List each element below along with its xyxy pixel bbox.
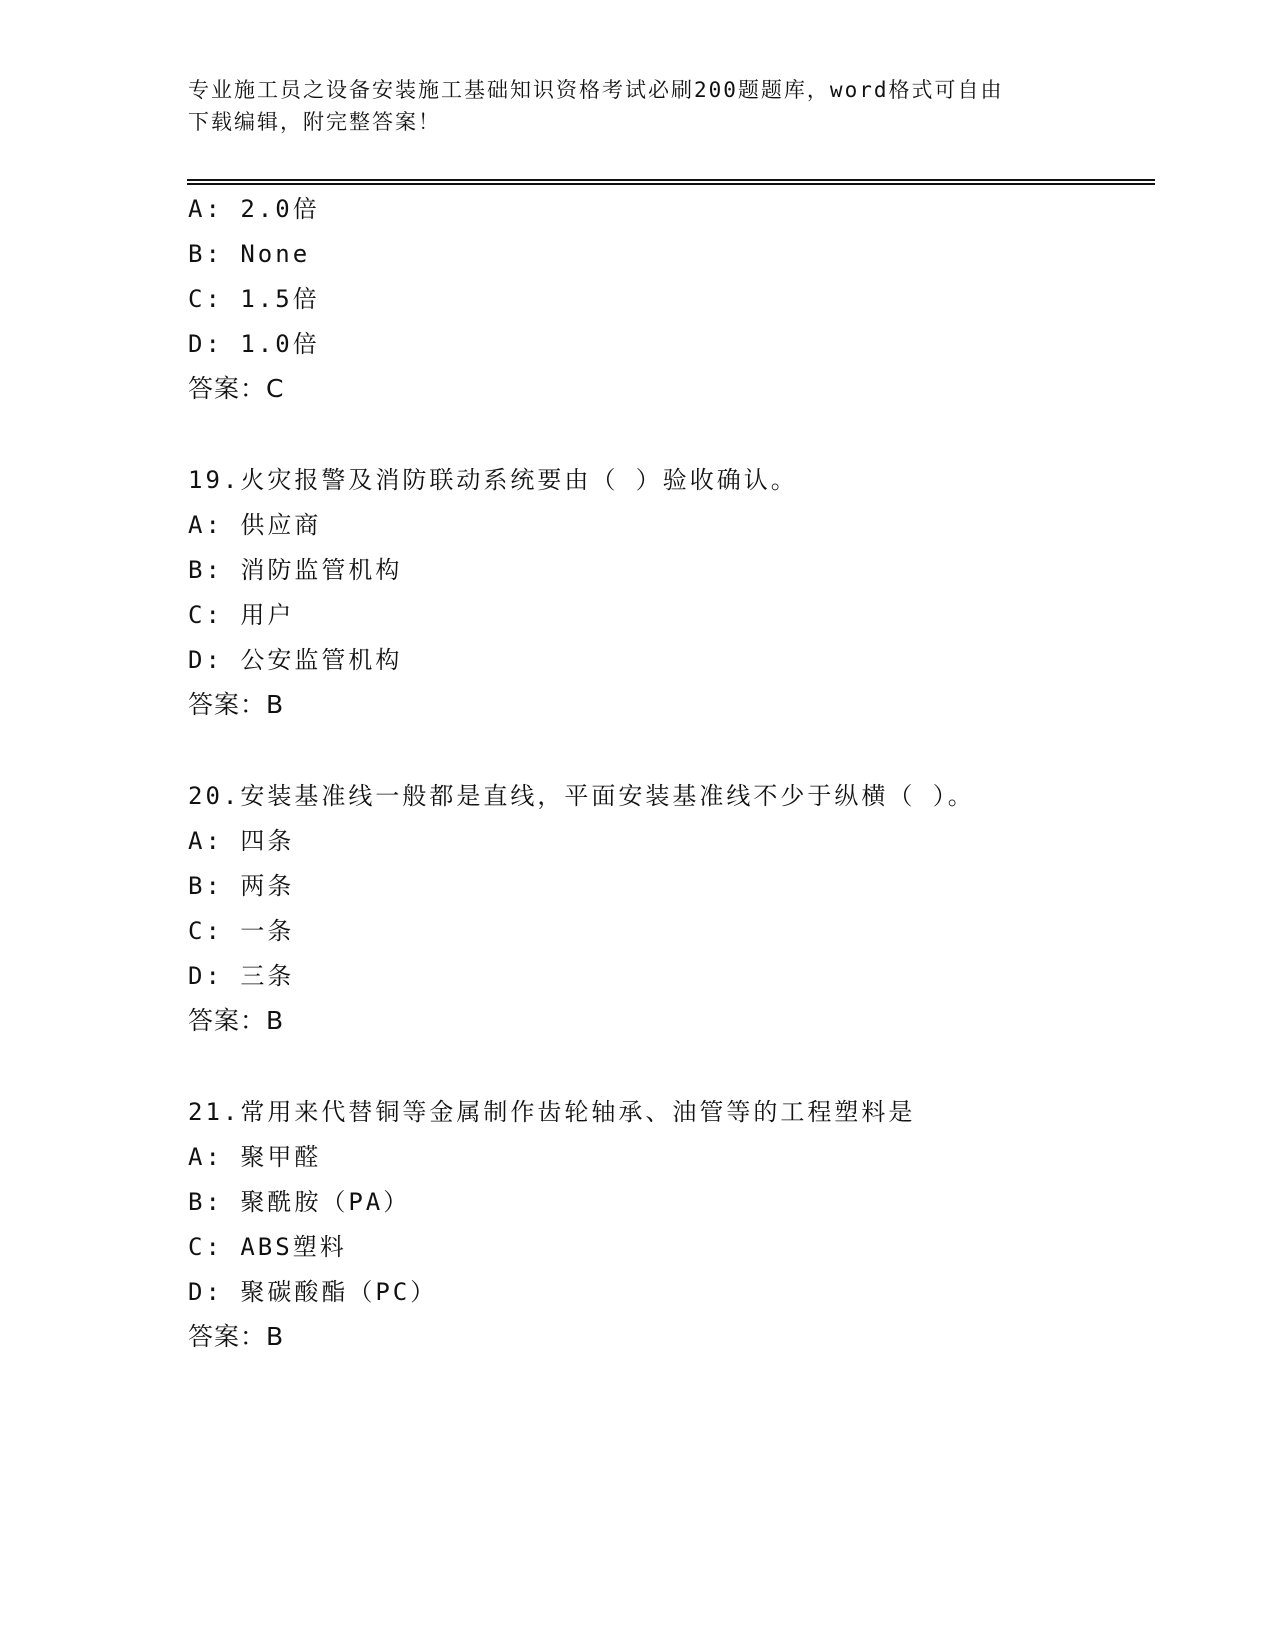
q19-option-d: D: 公安监管机构 xyxy=(188,646,403,674)
q18-answer: 答案：C xyxy=(188,374,285,403)
q21-option-d: D: 聚碳酸酯（PC） xyxy=(188,1278,438,1306)
q20-option-c: C: 一条 xyxy=(188,917,295,945)
q18-option-a: A: 2.0倍 xyxy=(188,195,320,223)
q19-stem: 19.火灾报警及消防联动系统要由（ ）验收确认。 xyxy=(188,466,798,494)
q21-answer: 答案：B xyxy=(188,1322,285,1351)
q21-option-c: C: ABS塑料 xyxy=(188,1233,347,1261)
q21-option-b: B: 聚酰胺（PA） xyxy=(188,1188,411,1216)
q19-option-b: B: 消防监管机构 xyxy=(188,556,403,584)
q18-option-c: C: 1.5倍 xyxy=(188,285,320,313)
q20-option-a: A: 四条 xyxy=(188,827,295,855)
q20-stem: 20.安装基准线一般都是直线，平面安装基准线不少于纵横（ ）。 xyxy=(188,782,975,810)
q21-stem: 21.常用来代替铜等金属制作齿轮轴承、油管等的工程塑料是 xyxy=(188,1098,916,1126)
document-header xyxy=(188,74,1088,138)
q20-option-d: D: 三条 xyxy=(188,962,295,990)
q20-answer: 答案：B xyxy=(188,1006,285,1035)
q20-option-b: B: 两条 xyxy=(188,872,295,900)
q18-option-b: B: None xyxy=(188,240,311,268)
q19-answer: 答案：B xyxy=(188,690,285,719)
q18-option-d: D: 1.0倍 xyxy=(188,330,320,358)
header-divider-top xyxy=(187,179,1155,181)
q21-option-a: A: 聚甲醛 xyxy=(188,1143,322,1171)
q19-option-c: C: 用户 xyxy=(188,601,295,629)
header-divider-bottom xyxy=(187,183,1155,185)
header-title-line-1: 专业施工员之设备安装施工基础知识资格考试必刷200题题库，word格式可自由 xyxy=(188,78,1004,102)
header-title-line-2: 下载编辑，附完整答案！ xyxy=(188,110,441,134)
q19-option-a: A: 供应商 xyxy=(188,511,322,539)
